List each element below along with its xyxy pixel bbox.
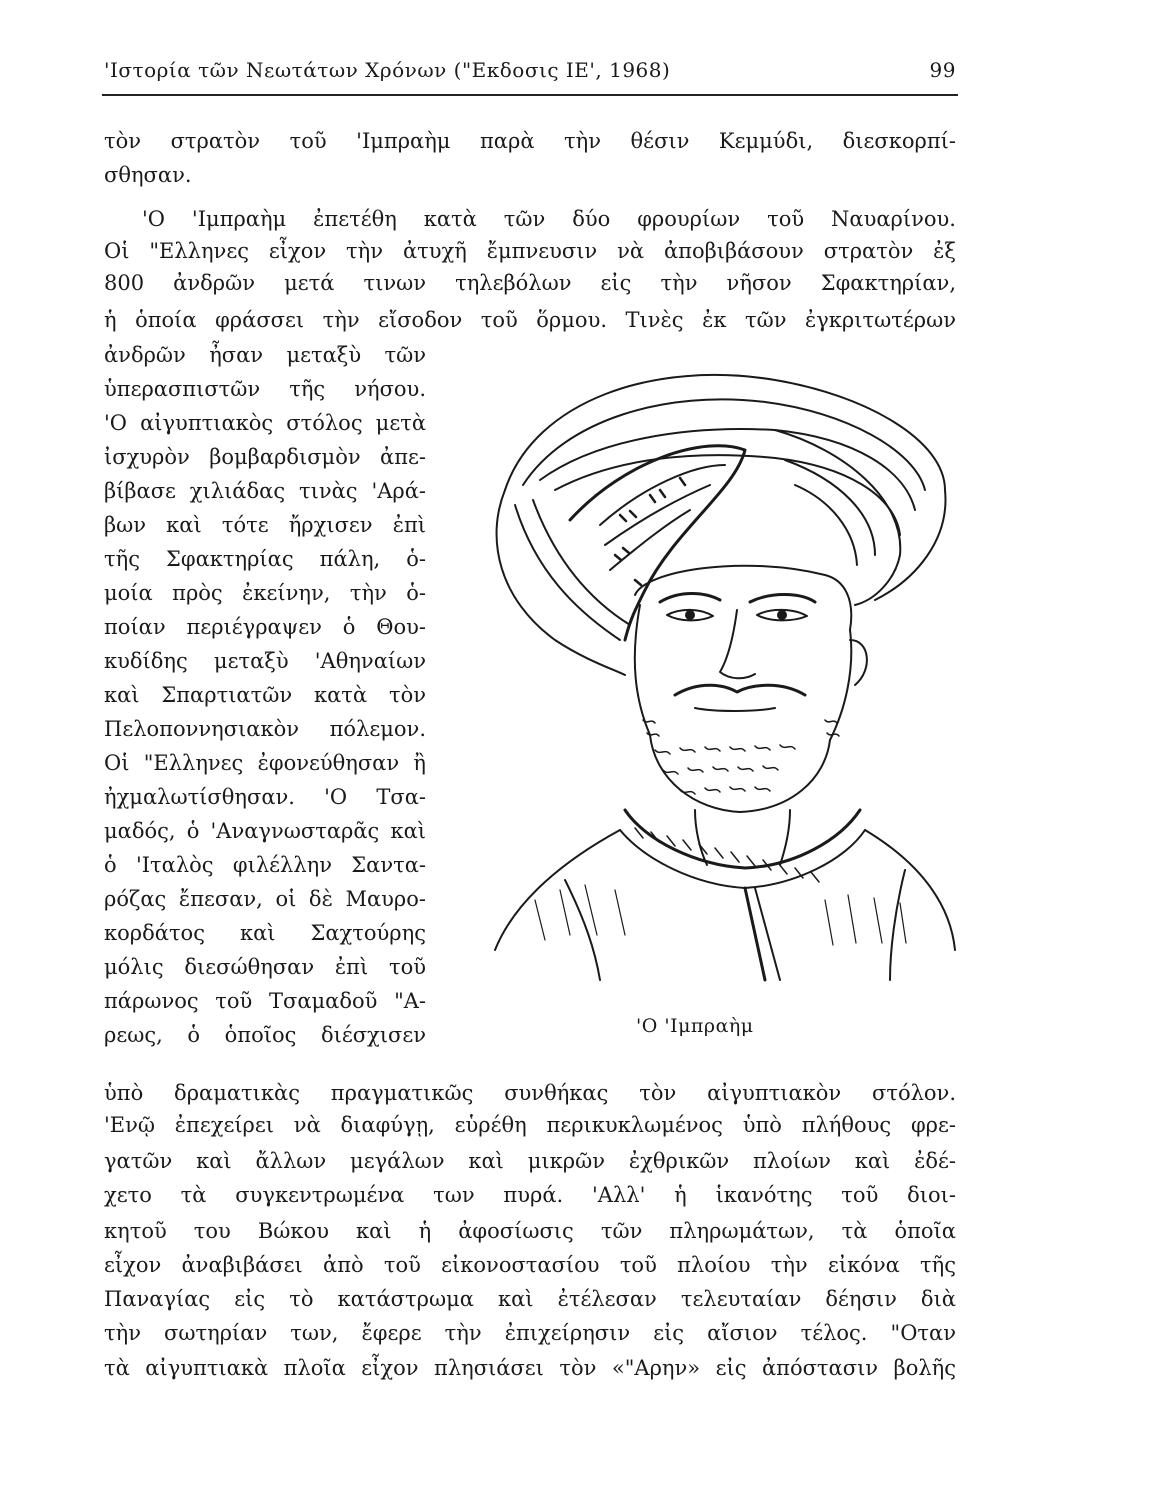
text-line: Παναγίας εἰς τὸ κατάστρωμα καὶ ἐτέλεσαν τελευταίαν δέησιν διὰ (104, 1287, 956, 1311)
text-line: μόλις διεσώθησαν ἐπὶ τοῦ (104, 955, 426, 979)
text-line: μοία πρὸς ἐκείνην, τὴν ὁ- (104, 581, 426, 605)
text-line: τὴν σωτηρίαν των, ἔφερε τὴν ἐπιχείρησιν εἰς αἴσιον τέλος. "Οταν (104, 1321, 956, 1345)
text-line: Πελοποννησιακὸν πόλεμον. (104, 717, 426, 741)
text-line: ἡ ὁποία φράσσει τὴν εἴσοδον τοῦ ὅρμου. Τινὲς ἐκ τῶν ἐγκριτωτέρων (104, 308, 956, 332)
text-line: ρόζας ἔπεσαν, οἱ δὲ Μαυρο- (104, 887, 426, 911)
page-header (104, 58, 956, 82)
text-line: εἶχον ἀναβιβάσει ἀπὸ τοῦ εἰκονοστασίου τοῦ πλοίου τὴν εἰκόνα τῆς (104, 1253, 956, 1277)
text-line: πάρωνος τοῦ Τσαμαδοῦ "Α- (104, 989, 426, 1013)
text-line: βίβασε χιλιάδας τινὰς 'Αρά- (104, 479, 426, 503)
text-line: σθησαν. (104, 163, 192, 187)
text-line: ἰσχυρὸν βομβαρδισμὸν ἀπε- (104, 445, 426, 469)
text-line: καὶ Σπαρτιατῶν κατὰ τὸν (104, 683, 426, 707)
text-line: ἀνδρῶν ἦσαν μεταξὺ τῶν (104, 343, 426, 367)
text-line: ὑπὸ δραματικὰς πραγματικῶς συνθήκας τὸν αἰγυπτιακὸν στόλον. (104, 1081, 956, 1105)
text-line: γατῶν καὶ ἄλλων μεγάλων καὶ μικρῶν ἐχθρικῶν πλοίων καὶ ἐδέ- (104, 1149, 956, 1173)
text-line: ποίαν περιέγραψεν ὁ Θου- (104, 615, 426, 639)
text-line: τὰ αἰγυπτιακὰ πλοῖα εἶχον πλησιάσει τὸν «"Αρην» εἰς ἀπόστασιν βολῆς (104, 1356, 956, 1380)
text-line: κυδίδης μεταξὺ 'Αθηναίων (104, 649, 426, 673)
text-line: ἠχμαλωτίσθησαν. 'Ο Τσα- (104, 785, 426, 809)
text-line: τῆς Σφακτηρίας πάλη, ὁ- (104, 547, 426, 571)
portrait-engraving (445, 340, 961, 1010)
text-line: Οἱ "Ελληνες εἶχον τὴν ἀτυχῆ ἔμπνευσιν νὰ ἀποβιβάσουν στρατὸν ἐξ (104, 239, 956, 263)
text-line: κητοῦ του Βώκου καὶ ἡ ἀφοσίωσις τῶν πληρωμάτων, τὰ ὁποῖα (104, 1219, 956, 1243)
text-line: μαδός, ὁ 'Αναγνωσταρᾶς καὶ (104, 819, 426, 843)
text-line: 'Ο 'Ιμπραὴμ ἐπετέθη κατὰ τῶν δύο φρουρίων τοῦ Ναυαρίνου. (142, 207, 956, 231)
text-line: ὁ 'Ιταλὸς φιλέλλην Σαντα- (104, 853, 426, 877)
text-line: χετο τὰ συγκεντρωμένα των πυρά. 'Αλλ' ἡ ἱκανότης τοῦ διοι- (104, 1183, 956, 1207)
text-line: 'Ο αἰγυπτιακὸς στόλος μετὰ (104, 411, 426, 435)
text-line: Οἱ "Ελληνες ἐφονεύθησαν ἢ (104, 751, 426, 775)
text-line: 800 ἀνδρῶν μετά τινων τηλεβόλων εἰς τὴν νῆσον Σφακτηρίαν, (104, 271, 956, 295)
running-title: 'Ιστορία τῶν Νεωτάτων Χρόνων ("Εκδοσις ΙΕ', 1968) (104, 58, 671, 82)
header-rule (102, 94, 958, 96)
page-number: 99 (929, 58, 956, 82)
text-line: 'Ενῷ ἐπεχείρει νὰ διαφύγῃ, εὑρέθη περικυκλωμένος ὑπὸ πλήθους φρε- (104, 1113, 956, 1137)
text-line: ρεως, ὁ ὁποῖος διέσχισεν (104, 1023, 426, 1047)
text-line: κορδάτος καὶ Σαχτούρης (104, 921, 426, 945)
figure-caption: 'Ο 'Ιμπραὴμ (636, 1015, 754, 1037)
text-line: τὸν στρατὸν τοῦ 'Ιμπραὴμ παρὰ τὴν θέσιν Κεμμύδι, διεσκορπί- (104, 129, 956, 153)
text-line: ὑπερασπιστῶν τῆς νήσου. (104, 377, 426, 401)
text-line: βων καὶ τότε ἤρχισεν ἐπὶ (104, 513, 426, 537)
